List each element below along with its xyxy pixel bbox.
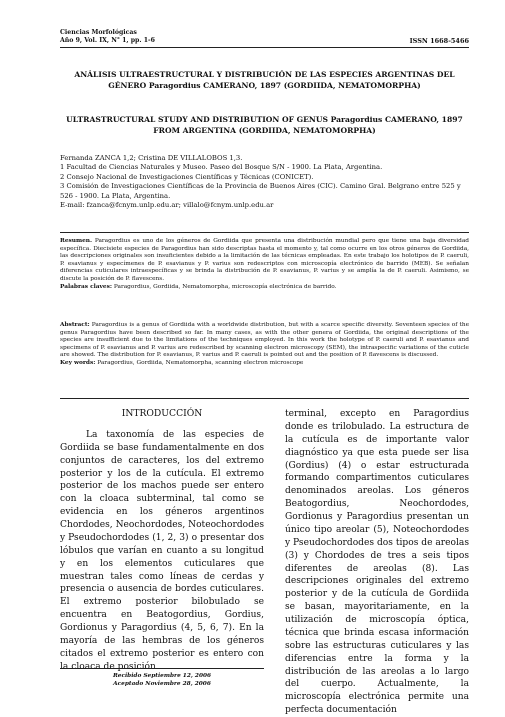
intro-column-left: [60, 408, 264, 674]
palabras-text: Paragordius, Gordiida, Nematomorpha, microscopía electrónica de barrido.: [113, 283, 337, 290]
accepted-date: Aceptado Noviembre 28, 2006: [113, 681, 211, 687]
intro-paragraph-left: La taxonomía de las especies de Gordiida se base fundamentalmente en dos conjuntos de caracteres, los del extremo posterior y los de la cutícula. El extremo posterior de los machos puede ser entero con la cloaca subterminal, tal como se evidencia en los géneros argentinos Chordodes, Neochordodes, Noteochordodes y Pseudochordodes (1, 2, 3) o presentar dos lóbulos que varían en cuanto a su longitud y en los elementos cuticulares que muestran tales como líneas de cerdas y presencia o ausencia de bordes cuticulares. El extremo posterior bilobulado se encuentra en Beatogordius, Gordius, Gordionus y Paragordius (4, 5, 6, 7). En la mayoría de las hembras de los géneros citados el extremo posterior es entero con la cloaca de posición: [60, 429, 264, 672]
abstract-label: Abstract:: [60, 322, 90, 328]
author-block: [60, 154, 469, 210]
author-emails: E-mail: fzanca@fcnym.unlp.edu.ar; villalo@fcnym.unlp.edu.ar: [60, 201, 274, 210]
abstract-text: Paragordius is a genus of Gordiida with a worldwide distribution, but with a scarce specific diversity. Seventeen species of the genus Paragordius have been described so far. In many cases, as with the other genera of Gordiida, the original descriptions of the species are insufficient due to the limitations of the techniques employed. In this work the holotype of P. caeruli and P. esavianus and specimens of P. esavianus and P. varius are redescribed by scanning electron microscopy (SEM), the intraspecific variations of the cuticle are showed. The distribution for P. esavianus, P. varius and P. caeruli is pointed out and the position of P. flavescens is discussed.: [60, 322, 470, 359]
intro-column-right: [285, 408, 469, 717]
affiliation-2: 2 Consejo Nacional de Investigaciones Científicas y Técnicas (CONICET).: [60, 172, 314, 181]
authors: Fernanda ZANCA 1,2; Cristina DE VILLALOBOS 1,3.: [60, 154, 243, 162]
title-spanish: ANÁLISIS ULTRAESTRUCTURAL Y DISTRIBUCIÓN DE LAS ESPECIES ARGENTINAS DEL GÉNERO Paragordius CAMERANO, 1897 (GORDIIDA, NEMATOMORPHA): [74, 70, 455, 90]
keywords-text: Paragordius, Gordiida, Nematomorpha, scanning electron microscope: [97, 359, 304, 366]
journal-volume: Año 9, Vol. IX, N° 1, pp. 1-6: [60, 37, 155, 44]
affiliation-3: 3 Comisión de Investigaciones Científicas de la Provincia de Buenos Aires (CIC). Camino Gral. Belgrano entre 525 y 526 - 1900. La Plata, Argentina.: [60, 182, 461, 200]
palabras-label: Palabras claves:: [60, 283, 113, 290]
abstract-block: [60, 322, 469, 368]
issn: ISSN 1668-5466: [409, 37, 469, 45]
journal-name: Ciencias Morfológicas: [60, 29, 137, 36]
resumen-label: Resumen.: [60, 238, 93, 244]
header-rule: [60, 47, 469, 48]
intro-heading: INTRODUCCIÓN: [121, 408, 203, 419]
intro-paragraph-right: terminal, excepto en Paragordius donde es trilobulado. La estructura de la cutícula es de importante valor diagnóstico ya que esta puede ser lisa (Gordius) (4) o estar estructurada formando compartimentos cuticulares denominados areolas. Los géneros Beatogordius, Neochordodes, Gordionus y Paragordius presentan un único tipo areolar (5), Noteochordodes y Pseudochordodes dos tipos de areolas (3) y Chordodes de tres a seis tipos diferentes de areolas (8). Las descripciones originales del extremo posterior y de la cutícula de Gordiida se basan, mayoritariamente, en la utilización de microscopía óptica, técnica que brinda escasa información sobre las estructuras cuticulares y las diferencias entre la forma y la distribución de las areolas a lo largo del cuerpo. Actualmente, la microscopía electrónica permite una perfecta documentación: [285, 409, 469, 716]
keywords-label: Key words:: [60, 359, 96, 366]
abstract-rule-bottom: [60, 398, 469, 399]
journal-info: [60, 29, 155, 45]
received-date: Recibido Septiembre 12, 2006: [112, 673, 212, 679]
title-english: ULTRASTRUCTURAL STUDY AND DISTRIBUTION OF GENUS Paragordius CAMERANO, 1897 FROM ARGENTINA (GORDIIDA, NEMATOMORPHA): [66, 115, 463, 135]
resumen-text: Paragordius es uno de los géneros de Gordiida que presenta una distribución mundial pero que tiene una baja diversidad específica. Diecisiete especies de Paragordius han sido descriptas hasta el momento y, tal como ocurre en los otros géneros de Gordiida, las descripciones originales son insuficientes debido a la limitación de las técnicas empleadas. En este trabajo los holotipos de P. caeruli, P. esavianus y especímenes de P. esavianus y P. varius son redescriptos con microscopía electrónico de barrido (MEB). Se señalan diferencias cuticulares intraespecíficas y se brinda la distribución de P. esavianus, P. varius y se amplía la de P. caeruli. Asimismo, se discute la posición de P. flavescens.: [60, 238, 469, 282]
abstract-rule-top: [60, 232, 469, 233]
received-box: [60, 668, 264, 688]
affiliation-1: 1 Facultad de Ciencias Naturales y Museo. Paseo del Bosque S/N - 1900. La Plata, Argentina.: [60, 163, 383, 172]
resumen-block: [60, 238, 469, 291]
